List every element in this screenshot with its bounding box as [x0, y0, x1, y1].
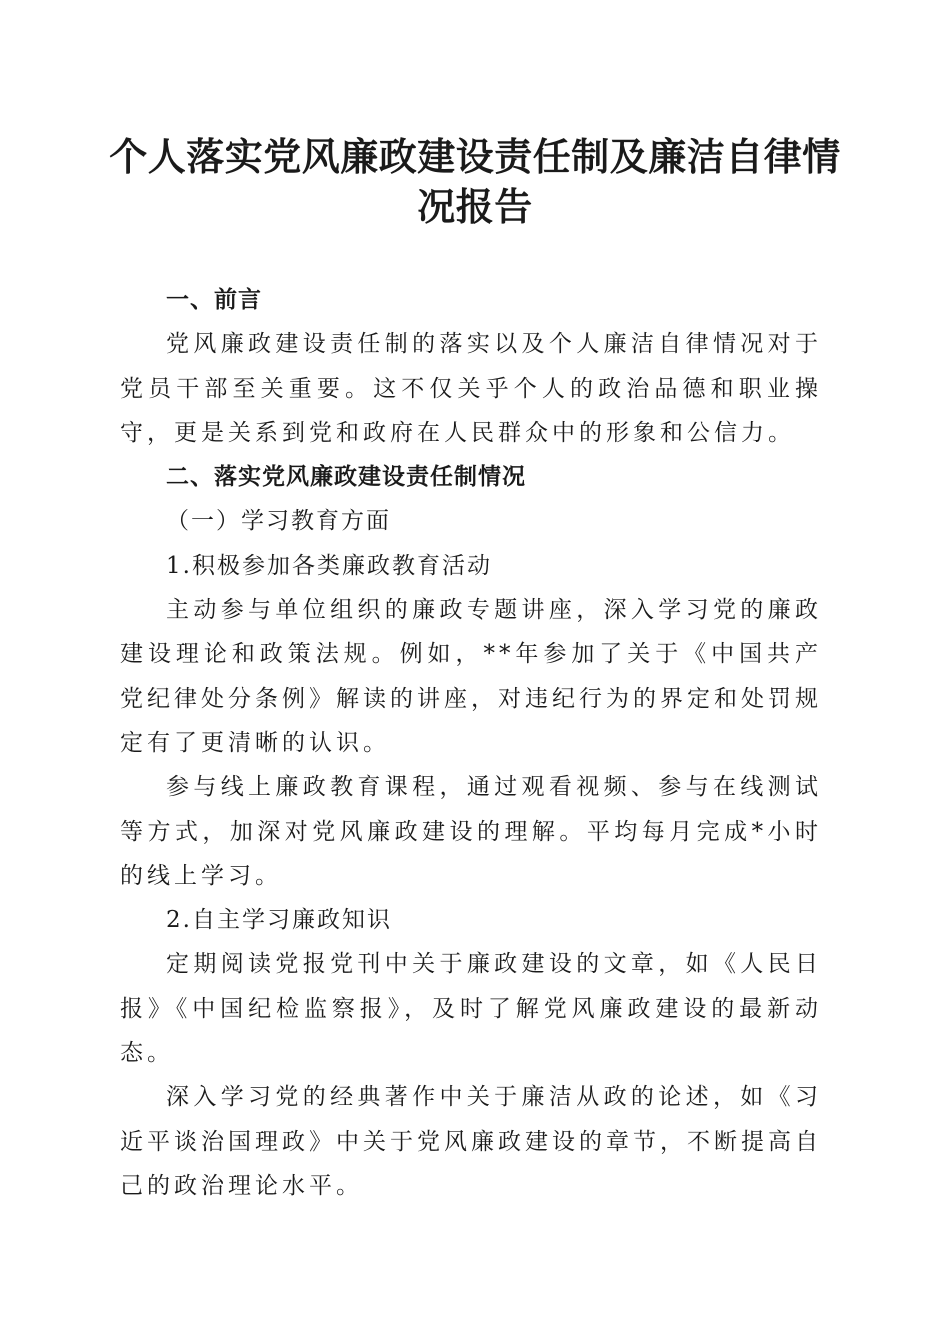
- section-heading-implementation: 二、落实党风廉政建设责任制情况: [166, 464, 526, 491]
- paragraph: 主动参与单位组织的廉政专题讲座，深入学习党的廉政建设理论和政策法规。例如，**年参加了关于《中国共产党纪律处分条例》解读的讲座，对违纪行为的界定和处罚规定有了更清晰的认识。: [120, 597, 822, 756]
- subsection-heading-study: （一）学习教育方面: [166, 508, 391, 535]
- paragraph: 深入学习党的经典著作中关于廉洁从政的论述，如《习近平谈治国理政》中关于党风廉政建设的章节，不断提高自己的政治理论水平。: [120, 1084, 822, 1199]
- paragraph: 参与线上廉政教育课程，通过观看视频、参与在线测试等方式，加深对党风廉政建设的理解。平均每月完成*小时的线上学习。: [120, 774, 822, 889]
- item-heading-activities: 1.积极参加各类廉政教育活动: [166, 552, 492, 579]
- item-heading-self-study: 2.自主学习廉政知识: [166, 907, 392, 934]
- paragraph: 定期阅读党报党刊中关于廉政建设的文章，如《人民日报》《中国纪检监察报》，及时了解党风廉政建设的最新动态。: [120, 951, 822, 1067]
- document-body: [120, 278, 822, 1208]
- section-heading-preface: 一、前言: [166, 287, 262, 313]
- paragraph: 党风廉政建设责任制的落实以及个人廉洁自律情况对于党员干部至关重要。这不仅关乎个人的政治品德和职业操守，更是关系到党和政府在人民群众中的形象和公信力。: [120, 331, 822, 446]
- document-title: 个人落实党风廉政建设责任制及廉洁自律情况报告: [109, 134, 841, 229]
